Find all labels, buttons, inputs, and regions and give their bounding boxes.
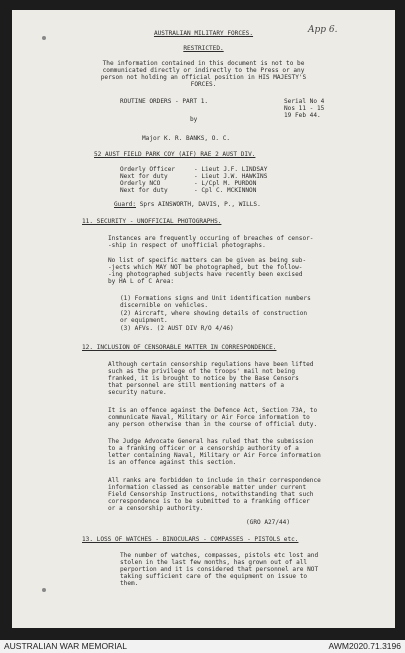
duty-name: - L/Cpl M. PURDON <box>194 180 257 187</box>
list-item: or equipment. <box>120 317 168 324</box>
list-item: (1) Formations signs and Unit identification numbers <box>120 295 311 302</box>
routine-orders-heading: ROUTINE ORDERS - PART 1. <box>120 98 209 105</box>
restriction-line: The information contained in this document is not to be <box>102 60 305 67</box>
commanding-officer: Major K. R. BANKS, O. C. <box>142 135 231 142</box>
paragraph-line: -jects which MAY NOT be photographed, but the follow- <box>108 264 303 271</box>
reference-note: (GRO A27/44) <box>246 519 291 526</box>
accession-number: AWM2020.71.3196 <box>328 641 401 651</box>
section-13-heading: 13. LOSS OF WATCHES - BINOCULARS - COMPASSES - PISTOLS etc. <box>82 536 299 543</box>
duty-name: - Lieut J.W. HAWKINS <box>194 173 268 180</box>
serial-line: 19 Feb 44. <box>284 112 321 119</box>
guard-line <box>114 201 261 208</box>
punch-hole <box>42 588 46 592</box>
archive-name: AUSTRALIAN WAR MEMORIAL <box>4 641 127 651</box>
unit-name: 52 AUST FIELD PARK COY (AIF) RAE 2 AUST DIV. <box>94 151 256 158</box>
guard-names: Sprs AINSWORTH, DAVIS, P., WILLS. <box>139 201 261 208</box>
paragraph-line: them. <box>120 580 139 587</box>
paragraph-line: by HA L of C Area: <box>108 278 175 285</box>
duty-role: Orderly NCO <box>120 180 161 187</box>
paragraph-line: that personnel are still mentioning matters of a <box>108 382 285 389</box>
paragraph-line: communicate Naval, Military or Air Force information to <box>108 414 310 421</box>
list-item: discernible on vehicles. <box>120 302 209 309</box>
section-12-heading: 12. INCLUSION OF CENSORABLE MATTER IN CORRESPONDENCE. <box>82 344 277 351</box>
list-item: (3) AFVs. (2 AUST DIV R/O 4/46) <box>120 325 234 332</box>
paragraph-line: security nature. <box>108 389 167 396</box>
paragraph-line: to a franking officer or a censorship authority of a <box>108 445 299 452</box>
paragraph-line: Field Censorship Instructions, notwithstanding that such <box>108 491 314 498</box>
paragraph-line: The Judge Advocate General has ruled that the submission <box>108 438 314 445</box>
restriction-line: communicated directly or indirectly to the Press or any <box>102 67 305 74</box>
paragraph-line: correspondence is to be submitted to a franking officer <box>108 498 310 505</box>
archive-footer <box>0 640 405 653</box>
paragraph-line: Although certain censorship regulations have been lifted <box>108 361 314 368</box>
guard-label: Guard: <box>114 201 137 208</box>
paragraph-line: All ranks are forbidden to include in their correspondence <box>108 477 321 484</box>
duty-role: Next for duty <box>120 173 168 180</box>
document-title: AUSTRALIAN MILITARY FORCES. <box>153 30 254 37</box>
restriction-line: person not holding an official position in HIS MAJESTY'S <box>100 74 307 81</box>
paragraph-line: -ship in respect of unofficial photographs. <box>108 242 266 249</box>
paragraph-line: The number of watches, compasses, pistols etc lost and <box>120 552 319 559</box>
paragraph-line: letter containing Naval, Military or Air Force information <box>108 452 321 459</box>
by-label: by <box>190 116 198 123</box>
paragraph-line: or a censorship authority. <box>108 505 204 512</box>
serial-line: Nos 11 - 15 <box>284 105 325 112</box>
paragraph-line: is an offence against this section. <box>108 459 237 466</box>
paragraph-line: taking sufficient care of the equipment on issue to <box>120 573 308 580</box>
duty-name: - Lieut J.F. LINDSAY <box>194 166 268 173</box>
list-item: (2) Aircraft, where showing details of construction <box>120 310 308 317</box>
duty-role: Orderly Officer <box>120 166 176 173</box>
section-11-heading: 11. SECURITY - UNOFFICIAL PHOTOGRAPHS. <box>82 218 222 225</box>
paragraph-line: No list of specific matters can be given as being sub- <box>108 257 307 264</box>
handwritten-note: App 6. <box>308 25 338 35</box>
paragraph-line: -ing photographed subjects have recently been excised <box>108 271 303 278</box>
paragraph-line: stolen in the last few months, has grown out of all <box>120 559 308 566</box>
paragraph-line: any person otherwise than in the course of official duty. <box>108 421 318 428</box>
serial-line: Serial No 4 <box>284 98 325 105</box>
paragraph-line: perportion and it is considered that personnel are NOT <box>120 566 319 573</box>
paragraph-line: Instances are frequently occuring of breaches of censor- <box>108 235 314 242</box>
paragraph-line: It is an offence against the Defence Act, Section 73A, to <box>108 407 318 414</box>
restricted-label: RESTRICTED. <box>183 45 224 52</box>
paragraph-line: such as the privilege of the troops' mail not being <box>108 368 296 375</box>
duty-role: Next for duty <box>120 187 168 194</box>
restriction-line: FORCES. <box>190 81 217 88</box>
paragraph-line: information classed as censorable matter under current <box>108 484 307 491</box>
duty-name: - Cpl C. MCKINNON <box>194 187 257 194</box>
paragraph-line: franked, it is brought to notice by the Base Censors <box>108 375 299 382</box>
document-page <box>12 10 395 628</box>
